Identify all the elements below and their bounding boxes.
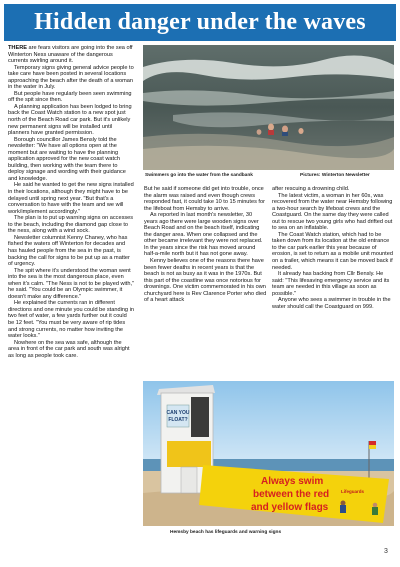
paragraph: The plan is to put up warning signs on accesses to the beach, including the diamond gap close to the ness, along with a wind sock.: [8, 215, 134, 235]
photo-credit: Pictures: Winterton Newsletter: [300, 173, 370, 178]
banner-line-1: Always swim: [261, 476, 324, 487]
lead-word: THERE: [8, 45, 27, 51]
paragraph: But people have regularly been seen swimming off the spit since then.: [8, 90, 132, 104]
paragraph: As reported in last month's newsletter, 30 years ago there were large wooden signs over Beach Road and on the beach itself, indicating the danger area. When one collapsed and the other became irrelevant they were not replaced. In the years since the risk has moved around half-a-mile north but it has not gone away.: [144, 212, 263, 258]
article-column-2: [144, 186, 267, 376]
swimmers-photo-illustration: [143, 45, 394, 170]
paragraph: It already has backing from Cllr Bensly. He said: "This lifesaving emergency service and its team are needed in this village as soon as possible.": [272, 271, 390, 297]
paragraph: THERE are fears visitors are going into the sea off Winterton Ness unaware of the dangerous currents swirling around it.: [8, 45, 133, 65]
paragraph: The spit where it's understood the woman went into the sea is the most dangerous place, even when it's calm. "The Ness is not to be played with," he said. "You could be an Olympic swimmer, it doesn't make any difference.": [8, 267, 134, 300]
lifeguard-photo-illustration: [143, 381, 394, 526]
paragraph: A planning application has been lodged to bring back the Coast Watch station to a new spot just north of the Beach Road car park. But it's unlikely new permanent signs will be installed until planners have granted permission.: [8, 103, 132, 137]
photo1-caption: Swimmers go into the water from the sandbank: [145, 173, 253, 178]
paragraph: Newsletter columnist Kenny Chaney, who has fished the waters off Winterton for decades and has hauled people from the sea in the past, is backing the call for signs to be put up as a matter of urgency.: [8, 234, 130, 268]
headline-banner: [4, 4, 396, 41]
paragraph: Temporary signs giving general advice people to take care have been posted in several locations approaching the beach after the death of a woman in the water in July.: [8, 64, 134, 91]
article-column-1: [8, 45, 134, 545]
paragraph: after rescuing a drowning child.: [272, 186, 350, 192]
paragraph: The Coast Watch station, which had to be taken down from its location at the old entrance to the car park earlier this year because of erosion, is set to return as a mobile unit mounted on a trailer, which means it can be moved back if needed.: [272, 231, 393, 271]
page-number: 3: [384, 548, 388, 555]
paragraph: Borough councillor James Bensly told the newsletter: "We have all options open at the moment but are waiting to have the planning application approved for the new coast watch building, then working with the team there to deploy signage and wording with their guidance and knowledge.: [8, 136, 126, 182]
article-column-3: [272, 186, 394, 376]
headline: Hidden danger under the waves: [34, 9, 366, 35]
paragraph: But he said if someone did get into trouble, once the alarm was raised and even though crews responded fast, it could take 10 to 15 minutes for the lifeboat from Hemsby to arrive.: [144, 186, 265, 212]
banner-line-3: and yellow flags: [251, 502, 329, 513]
photo2-caption: Hemsby beach has lifeguards and warning signs: [170, 530, 282, 535]
paragraph: Nowhere on the sea was safe, although the area in front of the car park and south was alright as long as people took care.: [8, 339, 130, 359]
sign-can-you: CAN YOU: [166, 410, 190, 416]
lifeguard-photo: [143, 381, 394, 526]
paragraph: Kenny believes one of the reasons there have been fewer deaths in recent years is that the beach is not as busy as it was in the 1970s. But this part of the coastline was once notorious for drownings. One victim commemorated in his own churchyard here is Rev Clarence Porter who died of a heart attack: [144, 258, 267, 304]
swimmers-photo: [143, 45, 394, 170]
paragraph: The latest victim, a woman in her 60s, was recovered from the water near Hemsby following a two-hour search by lifeboat crews and the Coastguard. On the same day they were called out to rescue two young girls who had drifted out to sea on an inflatable.: [272, 192, 393, 232]
banner-brand: Lifeguards: [341, 489, 365, 494]
paragraph: He explained the currents ran in different directions and one minute you could be standing in two feet of water, a few yards further out it could be 12 feet. "You must be very aware of rip tides and strong currents, no matter how inviting the water looks.": [8, 300, 134, 340]
banner-line-2: between the red: [253, 489, 330, 500]
paragraph: He said he wanted to get the new signs installed in their locations, although they might have to be delayed until spring next year. "But that's a conversation to have with the team and we will work/implement accordingly.": [8, 182, 134, 215]
paragraph: Anyone who sees a swimmer in trouble in the water should call the Coastguard on 999.: [272, 297, 391, 310]
sign-float: FLOAT?: [168, 417, 188, 423]
